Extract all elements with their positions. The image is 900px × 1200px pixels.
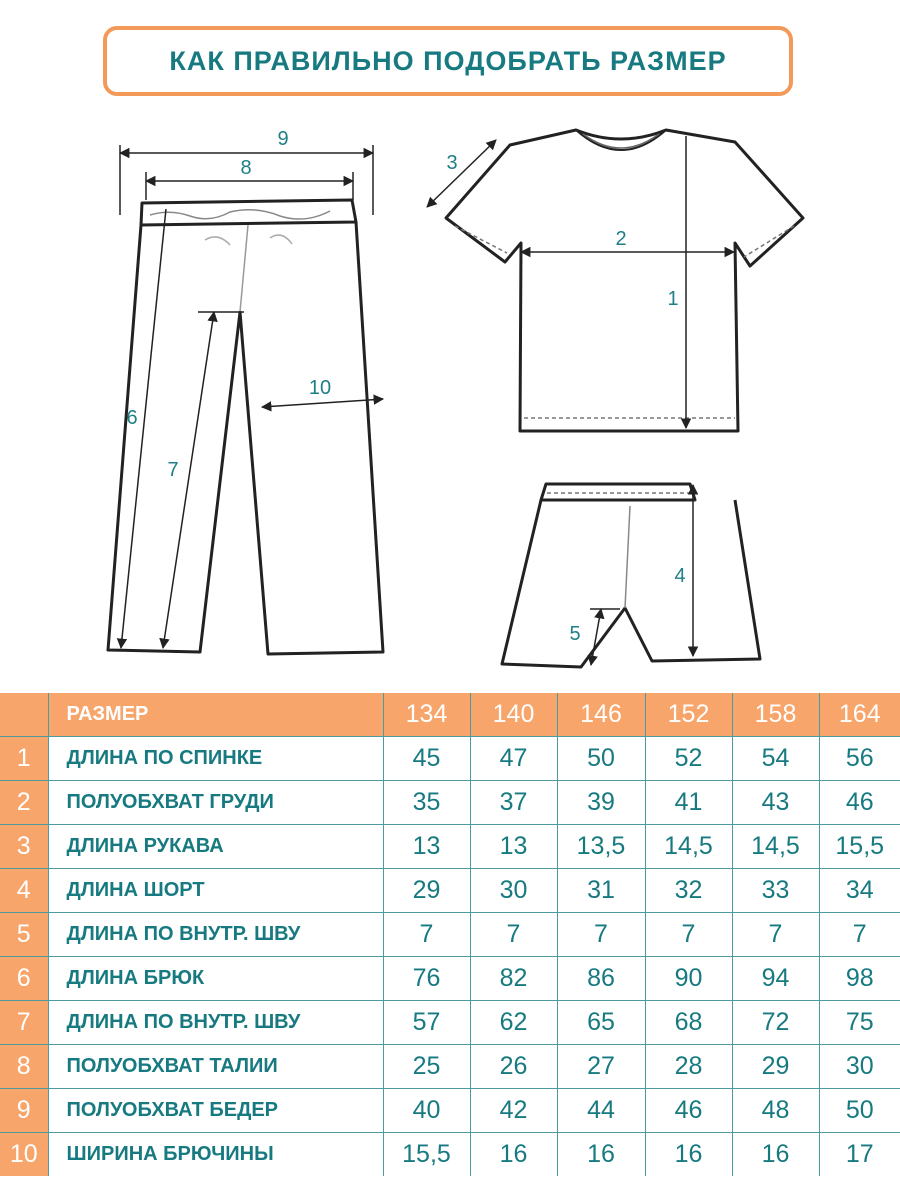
tshirt-measure-lines bbox=[427, 136, 734, 428]
measurement-value: 32 bbox=[645, 869, 732, 913]
measurement-value: 75 bbox=[819, 1001, 900, 1045]
measurement-value: 72 bbox=[732, 1001, 819, 1045]
tshirt-drawing bbox=[446, 130, 803, 431]
measurement-name: ДЛИНА РУКАВА bbox=[48, 825, 383, 869]
pants-measure-lines bbox=[120, 145, 383, 648]
measurement-value: 43 bbox=[732, 781, 819, 825]
header-corner bbox=[0, 693, 48, 737]
measurement-value: 34 bbox=[819, 869, 900, 913]
measurement-value: 15,5 bbox=[383, 1133, 470, 1177]
svg-text:1: 1 bbox=[667, 288, 679, 310]
row-number: 3 bbox=[0, 825, 48, 869]
table-row bbox=[0, 957, 900, 1001]
measurement-value: 14,5 bbox=[732, 825, 819, 869]
table-row bbox=[0, 869, 900, 913]
measurement-value: 46 bbox=[819, 781, 900, 825]
table-row bbox=[0, 737, 900, 781]
measurement-value: 82 bbox=[470, 957, 557, 1001]
measurement-value: 30 bbox=[819, 1045, 900, 1089]
measurement-value: 7 bbox=[470, 913, 557, 957]
measurement-value: 62 bbox=[470, 1001, 557, 1045]
size-140-header: 140 bbox=[470, 693, 557, 737]
measurement-value: 13 bbox=[470, 825, 557, 869]
measurement-value: 13,5 bbox=[557, 825, 645, 869]
measurement-value: 86 bbox=[557, 957, 645, 1001]
measurement-value: 17 bbox=[819, 1133, 900, 1177]
row-number: 7 bbox=[0, 1001, 48, 1045]
measurement-name: ДЛИНА ШОРТ bbox=[48, 869, 383, 913]
size-146-header: 146 bbox=[557, 693, 645, 737]
size-134-header: 134 bbox=[383, 693, 470, 737]
measurement-value: 33 bbox=[732, 869, 819, 913]
measurement-value: 16 bbox=[470, 1133, 557, 1177]
svg-text:3: 3 bbox=[446, 152, 458, 174]
svg-text:4: 4 bbox=[674, 565, 686, 587]
measurement-value: 16 bbox=[645, 1133, 732, 1177]
measurement-value: 50 bbox=[557, 737, 645, 781]
measurement-value: 68 bbox=[645, 1001, 732, 1045]
row-number: 9 bbox=[0, 1089, 48, 1133]
table-row bbox=[0, 913, 900, 957]
measurement-value: 65 bbox=[557, 1001, 645, 1045]
row-number: 2 bbox=[0, 781, 48, 825]
shorts-drawing bbox=[502, 484, 760, 667]
measurement-value: 42 bbox=[470, 1089, 557, 1133]
size-152-header: 152 bbox=[645, 693, 732, 737]
measurement-value: 29 bbox=[732, 1045, 819, 1089]
measurement-name: ДЛИНА ПО ВНУТР. ШВУ bbox=[48, 913, 383, 957]
measurement-value: 40 bbox=[383, 1089, 470, 1133]
measurement-value: 35 bbox=[383, 781, 470, 825]
measurement-value: 39 bbox=[557, 781, 645, 825]
size-table bbox=[0, 693, 900, 1176]
measurement-name: ПОЛУОБХВАТ ГРУДИ bbox=[48, 781, 383, 825]
measurement-value: 90 bbox=[645, 957, 732, 1001]
measurement-value: 31 bbox=[557, 869, 645, 913]
measurement-value: 15,5 bbox=[819, 825, 900, 869]
measurement-value: 76 bbox=[383, 957, 470, 1001]
measurement-name: ПОЛУОБХВАТ ТАЛИИ bbox=[48, 1045, 383, 1089]
measurement-value: 52 bbox=[645, 737, 732, 781]
pants-drawing bbox=[108, 200, 383, 654]
measurement-value: 56 bbox=[819, 737, 900, 781]
svg-text:2: 2 bbox=[615, 228, 627, 250]
svg-text:6: 6 bbox=[126, 407, 138, 429]
measurement-value: 7 bbox=[819, 913, 900, 957]
size-header-label: РАЗМЕР bbox=[48, 693, 383, 737]
measurement-value: 26 bbox=[470, 1045, 557, 1089]
measurement-value: 57 bbox=[383, 1001, 470, 1045]
measurement-value: 7 bbox=[557, 913, 645, 957]
svg-text:5: 5 bbox=[569, 623, 581, 645]
page-title: КАК ПРАВИЛЬНО ПОДОБРАТЬ РАЗМЕР bbox=[169, 45, 727, 76]
table-row bbox=[0, 1133, 900, 1177]
measurement-value: 54 bbox=[732, 737, 819, 781]
table-row bbox=[0, 1045, 900, 1089]
measurement-value: 48 bbox=[732, 1089, 819, 1133]
measurement-value: 27 bbox=[557, 1045, 645, 1089]
measurement-value: 29 bbox=[383, 869, 470, 913]
measurement-value: 44 bbox=[557, 1089, 645, 1133]
size-header-row bbox=[0, 693, 900, 737]
measurement-value: 45 bbox=[383, 737, 470, 781]
table-row bbox=[0, 1001, 900, 1045]
measurement-value: 28 bbox=[645, 1045, 732, 1089]
measurement-value: 94 bbox=[732, 957, 819, 1001]
measurement-value: 37 bbox=[470, 781, 557, 825]
svg-text:10: 10 bbox=[308, 377, 332, 399]
measurement-value: 7 bbox=[645, 913, 732, 957]
svg-text:8: 8 bbox=[240, 157, 252, 179]
measurement-name: ПОЛУОБХВАТ БЕДЕР bbox=[48, 1089, 383, 1133]
size-164-header: 164 bbox=[819, 693, 900, 737]
measurement-name: ДЛИНА ПО ВНУТР. ШВУ bbox=[48, 1001, 383, 1045]
row-number: 5 bbox=[0, 913, 48, 957]
size-158-header: 158 bbox=[732, 693, 819, 737]
measurement-name: ДЛИНА БРЮК bbox=[48, 957, 383, 1001]
measurement-value: 14,5 bbox=[645, 825, 732, 869]
measurement-value: 7 bbox=[383, 913, 470, 957]
row-number: 8 bbox=[0, 1045, 48, 1089]
measurement-name: ШИРИНА БРЮЧИНЫ bbox=[48, 1133, 383, 1177]
row-number: 4 bbox=[0, 869, 48, 913]
svg-text:9: 9 bbox=[277, 128, 289, 150]
measurement-value: 16 bbox=[732, 1133, 819, 1177]
row-number: 1 bbox=[0, 737, 48, 781]
svg-text:7: 7 bbox=[167, 459, 179, 481]
measurement-value: 25 bbox=[383, 1045, 470, 1089]
measurement-value: 98 bbox=[819, 957, 900, 1001]
table-row bbox=[0, 825, 900, 869]
measurement-value: 13 bbox=[383, 825, 470, 869]
measurement-value: 46 bbox=[645, 1089, 732, 1133]
measurement-name: ДЛИНА ПО СПИНКЕ bbox=[48, 737, 383, 781]
table-row bbox=[0, 1089, 900, 1133]
row-number: 10 bbox=[0, 1133, 48, 1177]
measurement-value: 7 bbox=[732, 913, 819, 957]
shorts-labels bbox=[569, 565, 685, 645]
measurement-value: 50 bbox=[819, 1089, 900, 1133]
measurement-value: 41 bbox=[645, 781, 732, 825]
row-number: 6 bbox=[0, 957, 48, 1001]
table-row bbox=[0, 781, 900, 825]
measurement-value: 16 bbox=[557, 1133, 645, 1177]
measurement-value: 47 bbox=[470, 737, 557, 781]
measurement-value: 30 bbox=[470, 869, 557, 913]
